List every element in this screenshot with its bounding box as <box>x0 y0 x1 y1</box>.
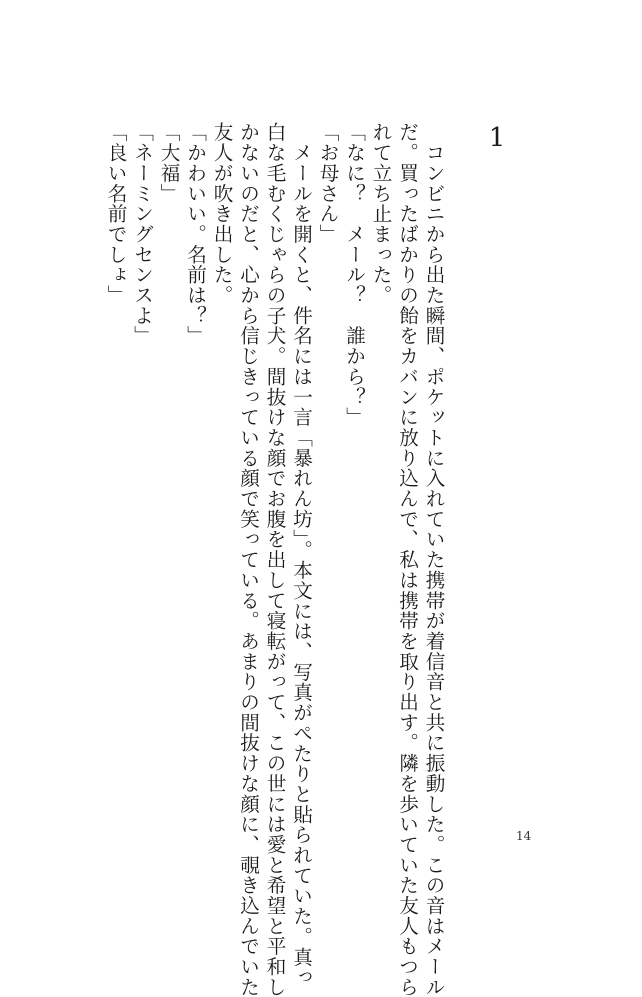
text-line: 友人が吹き出した。 <box>210 122 233 306</box>
text-line: れて立ち止まった。 <box>369 122 392 306</box>
page-number: 14 <box>516 829 532 843</box>
dialogue-line: 「ネーミングセンスよ」 <box>130 122 154 346</box>
chapter-number: 1 <box>488 123 506 153</box>
dialogue-line: 「お母さん」 <box>316 122 339 245</box>
text-line: コンビニから出た瞬間、ポケットに入れていた携帯が着信音と共に振動した。この音はメール <box>422 122 445 997</box>
dialogue-line: 「良い名前でしょ」 <box>104 122 127 306</box>
dialogue-line: 「大福」 <box>157 122 180 204</box>
dialogue-line: 「なに？ メール？ 誰から？」 <box>342 122 366 428</box>
text-line: 白な毛むくじゃらの子犬。間抜けな顔でお腹を出して寝転がって、この世には愛と希望と平和し <box>263 122 286 997</box>
text-line: メールを開くと、件名には一言「暴れん坊」。本文には、写真がぺたりと貼られていた。真っ <box>289 122 313 988</box>
text-line: かないのだと、心から信じきっている顔で笑っている。あまりの間抜けな顔に、覗き込んでいた <box>236 122 260 997</box>
dialogue-line: 「かわいい。名前は？」 <box>183 122 207 346</box>
text-line: だ。買ったばかりの飴をカバンに放り込んで、私は携帯を取り出す。隣を歩いていた友人もつら <box>395 122 419 997</box>
body-text <box>102 122 447 997</box>
